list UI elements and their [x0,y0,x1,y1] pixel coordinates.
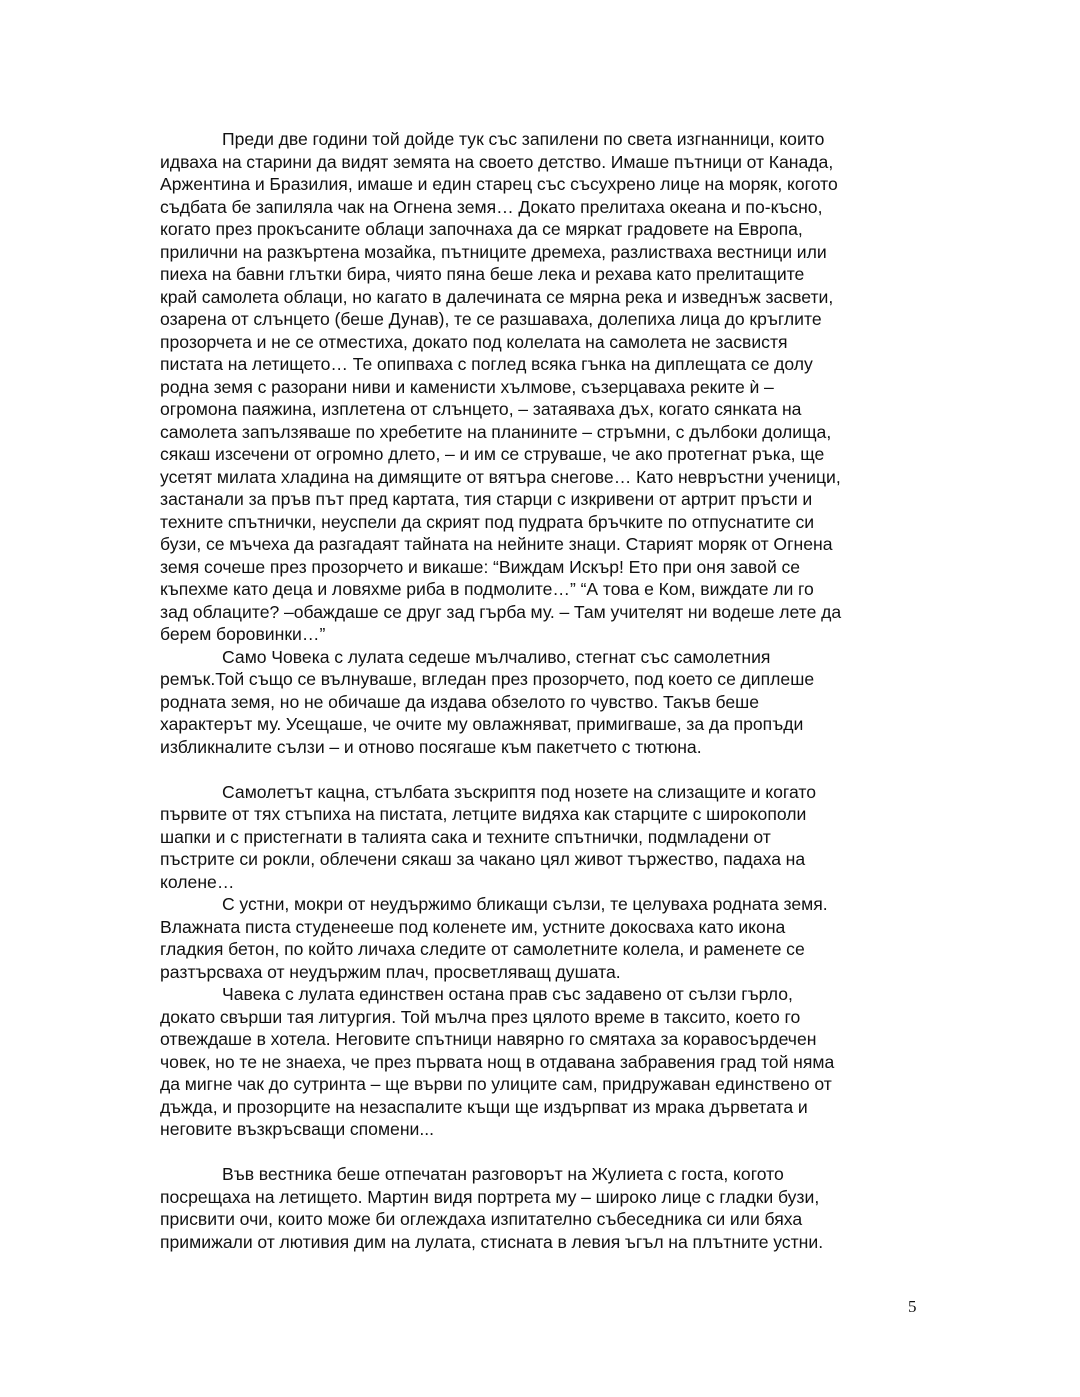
text-line: когато през прокъсаните облаци започнаха да се мяркат градовете на Европа, [160,219,803,239]
text-line: Чавека с лулата единствен остана прав със задавено от сълзи гърло, [222,984,793,1004]
text-line: докато свърши тая литургия. Той мълча през цялото време в таксито, което го [160,1006,801,1027]
text-line: озарена от слънцето (беше Дунав), те се разшаваха, долепиха лица до кръглите [160,309,822,329]
body-text [160,128,930,1253]
text-line: прозорчета и не се отместиха, докато под колелата на самолета не засвистя [160,331,788,352]
text-line: да мигне чак до сутринта – ще върви по улиците сам, придружаван единствено от [160,1074,832,1094]
text-line: родна земя с разорани ниви и каменисти хълмове, съзерцаваха реките ѝ – [160,376,774,397]
text-line: неговите възкръсващи спомени... [160,1119,435,1139]
text-line: разтърсваха от неудържим плач, просветляващ душата. [160,961,621,982]
text-line: пистата на летището… Те опипваха с поглед всяка гънка на диплещата се долу [160,354,813,374]
text-line: първите от тях стъпиха на пистата, летците видяха как старците с широкополи [160,804,807,824]
text-line: прилични на разкъртена мозайка, пътниците дремеха, разлистваха вестници или [160,241,827,262]
text-line: човек, но те не знаеха, че през първата нощ в отдавана забравения град той няма [160,1051,835,1072]
text-line: берем боровинки…” [160,624,326,644]
text-line: застанали за пръв път пред картата, тия старци с изкривени от артрит пръсти и [160,489,813,509]
text-line: Самолетът кацна, стълбата зъскриптя под нозете на слизащите и когато [222,781,816,802]
text-line: Аржентина и Бразилия, имаше и един старец със съсухрено лице на моряк, когото [160,174,838,194]
text-line: характерът му. Усещаше, че очите му овлажняват, примигваше, за да пропъди [160,714,804,734]
paragraph-gap [160,1141,930,1164]
text-line: идваха на старини да видят земята на своето детство. Имаше пътници от Канада, [160,151,834,172]
text-line: съдбата бе запиляла чак на Огнена земя… Докато прелитаха океана и по-късно, [160,196,823,217]
text-line: примижали от лютивия дим на лулата, стисната в левия ъгъл на плътните устни. [160,1231,824,1252]
text-line: бузи, се мъчеха да разгадаят тайната на нейните знаци. Старият моряк от Огнена [160,534,833,554]
text-line: родната земя, но не обичаше да издава обзелото го чувство. Такъв беше [160,691,760,712]
text-line: присвити очи, които може би оглеждаха изпитателно събеседника си или бяха [160,1209,803,1229]
text-line: земя сочеше през прозорчето и викаше: “Виждам Искър! Ето при оня завой се [160,556,801,577]
text-line: зад облаците? –обаждаше се друг зад гърба му. – Там учителят ни водеше лете да [160,601,842,622]
text-line: дъжда, и прозорците на незаспалите къщи ще издърпват из мрака дърветата и [160,1096,808,1117]
text-line: край самолета облаци, но кагато в далечината се мярна река и изведнъж засвети, [160,286,834,307]
text-line: С устни, мокри от неудържимо бликащи сълзи, те целуваха родната земя. [222,894,828,914]
text-line: пиеха на бавни глътки бира, чиято пяна беше лека и рехава като прелитащите [160,264,805,284]
text-line: Само Човека с лулата седеше мълчаливо, стегнат със самолетния [222,646,771,667]
page-number: 5 [908,1297,917,1316]
text-line: шапки и с пристегнати в талията сака и техните спътнички, подмладени от [160,826,771,847]
text-line: усетят милата хладина на димящите от вятъра снегове… Като невръстни ученици, [160,466,841,487]
paragraph-gap [160,758,930,781]
text-line: огромона паяжина, изплетена от слънцето, – затаяваха дъх, когато сянката на [160,399,802,419]
text-line: ремък.Той също се вълнуваше, вгледан през прозорчето, под което се диплеше [160,669,815,689]
text-line: сякаш изсечени от огромно длето, – и им се струваше, че ако протегнат ръка, ще [160,444,825,464]
text-line: посрещаха на летището. Мартин видя портрета му – широко лице с гладки бузи, [160,1186,820,1207]
text-line: техните спътнички, неуспели да скрият под пудрата бръчките по отпуснатите си [160,511,815,532]
text-line: къпехме като деца и ловяхме риба в подмолите…” “А това е Ком, виждате ли го [160,579,814,599]
text-line: самолета запълзяваше по хребетите на планините – стръмни, с дълбоки долища, [160,421,832,442]
text-line: Във вестника беше отпечатан разговорът на Жулиета с госта, когото [222,1164,784,1184]
text-line: гладкия бетон, по който личаха следите от самолетните колела, и раменете се [160,939,805,959]
text-line: отвеждаше в хотела. Неговите спътници навярно го смятаха за коравосърдечен [160,1029,817,1049]
text-line: Влажната писта студенееше под коленете им, устните докосваха като икона [160,916,786,937]
text-line: Преди две години той дойде тук със запилени по света изгнанници, които [222,129,825,149]
text-line: пъстрите си рокли, облечени сякаш за чакано цял живот тържество, падаха на [160,849,806,869]
text-line: избликналите сълзи – и отново посягаше към пакетчето с тютюна. [160,736,702,757]
text-line: колене… [160,871,235,892]
